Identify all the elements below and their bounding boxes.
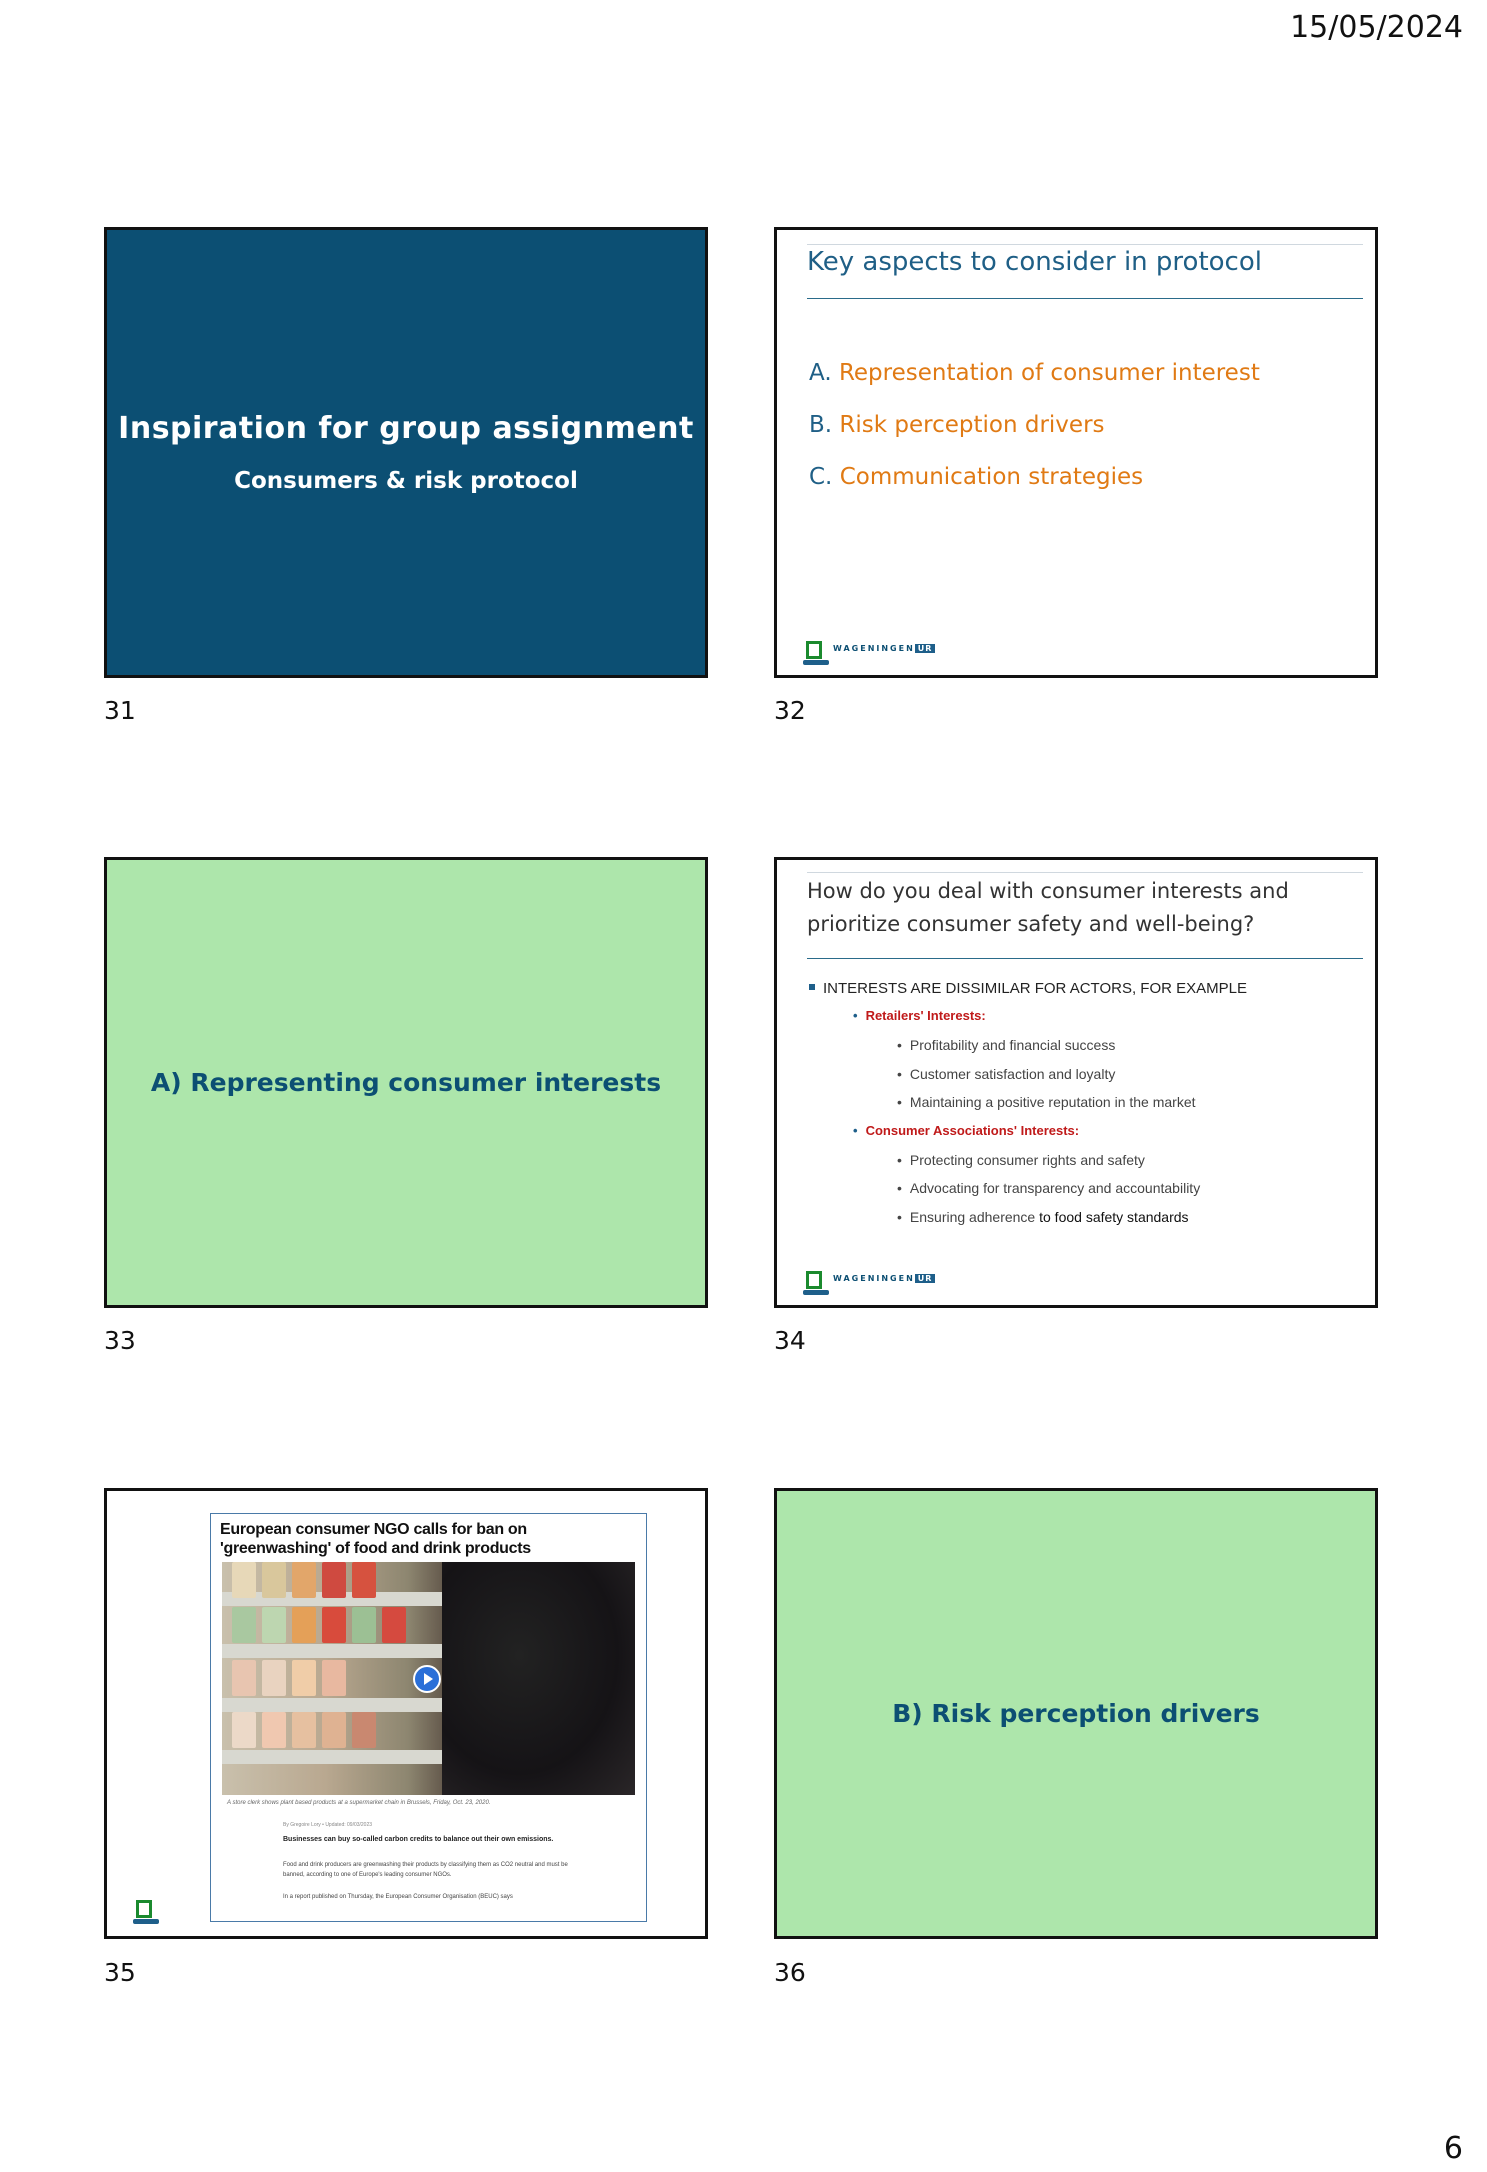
wageningen-logo: WAGENINGEN UR	[803, 1271, 935, 1295]
article-lead: Businesses can buy so-called carbon credits to balance out their own emissions.	[283, 1836, 554, 1843]
list-item: • Ensuring adherence to food safety standards	[897, 1208, 1189, 1225]
article-byline: By Gregoire Lory • Updated: 09/03/2023	[283, 1822, 373, 1828]
logo-icon	[803, 641, 825, 665]
list-item: • Consumer Associations' Interests:	[853, 1122, 1080, 1138]
slide-33	[104, 857, 708, 1308]
slide-31	[104, 227, 708, 678]
article-photo	[222, 1562, 635, 1795]
slide-34	[774, 857, 1378, 1308]
slide-subtitle: Consumers & risk protocol	[234, 468, 578, 494]
slide-title: B) Risk perception drivers	[892, 1699, 1260, 1728]
agenda-list	[809, 360, 1260, 516]
wageningen-logo: WAGENINGEN UR	[803, 641, 935, 665]
slide-title: How do you deal with consumer interests and prioritize consumer safety and well-being?	[807, 872, 1363, 959]
list-item: INTERESTS ARE DISSIMILAR FOR ACTORS, FOR EXAMPLE	[809, 980, 1247, 1008]
logo-icon	[803, 1271, 825, 1295]
logo-icon	[133, 1900, 155, 1924]
article-paragraph: Food and drink producers are greenwashing their products by classifying them as CO2 neutral and must be banned, according to one of Europe's leading consumer NGOs.	[283, 1862, 568, 1878]
play-icon	[413, 1665, 441, 1693]
slide-35	[104, 1488, 708, 1939]
agenda-item: A. Representation of consumer interest	[809, 360, 1260, 386]
slide-number: 32	[774, 696, 806, 725]
slide-number: 33	[104, 1326, 136, 1355]
wageningen-logo	[133, 1900, 155, 1924]
page-number: 6	[1443, 2131, 1463, 2166]
slide-number: 31	[104, 696, 136, 725]
bullet-list	[809, 980, 1247, 1237]
slide-title: Key aspects to consider in protocol	[807, 244, 1363, 299]
list-item: • Profitability and financial success	[897, 1037, 1116, 1053]
agenda-item: C. Communication strategies	[809, 464, 1144, 490]
slide-number: 35	[104, 1958, 136, 1987]
shopper-figure	[442, 1562, 635, 1795]
list-item: • Protecting consumer rights and safety	[897, 1151, 1145, 1168]
photo-caption: A store clerk shows plant based products at a supermarket chain in Brussels, Friday, Oct. 23, 2020.	[227, 1800, 491, 1806]
article-paragraph: In a report published on Thursday, the European Consumer Organisation (BEUC) says	[283, 1894, 513, 1900]
slide-32	[774, 227, 1378, 678]
slide-number: 36	[774, 1958, 806, 1987]
slide-number: 34	[774, 1326, 806, 1355]
list-item: • Advocating for transparency and accountability	[897, 1180, 1201, 1196]
list-item: • Retailers' Interests:	[853, 1008, 986, 1023]
slide-title: Inspiration for group assignment	[118, 411, 694, 446]
slide-title: A) Representing consumer interests	[150, 1068, 662, 1097]
slide-36	[774, 1488, 1378, 1939]
list-item: • Maintaining a positive reputation in the market	[897, 1094, 1196, 1110]
list-item: • Customer satisfaction and loyalty	[897, 1065, 1116, 1082]
news-article-screenshot	[210, 1513, 647, 1922]
print-date: 15/05/2024	[1290, 10, 1463, 45]
agenda-item: B. Risk perception drivers	[809, 412, 1105, 438]
article-headline: European consumer NGO calls for ban on 'greenwashing' of food and drink products	[220, 1521, 531, 1557]
